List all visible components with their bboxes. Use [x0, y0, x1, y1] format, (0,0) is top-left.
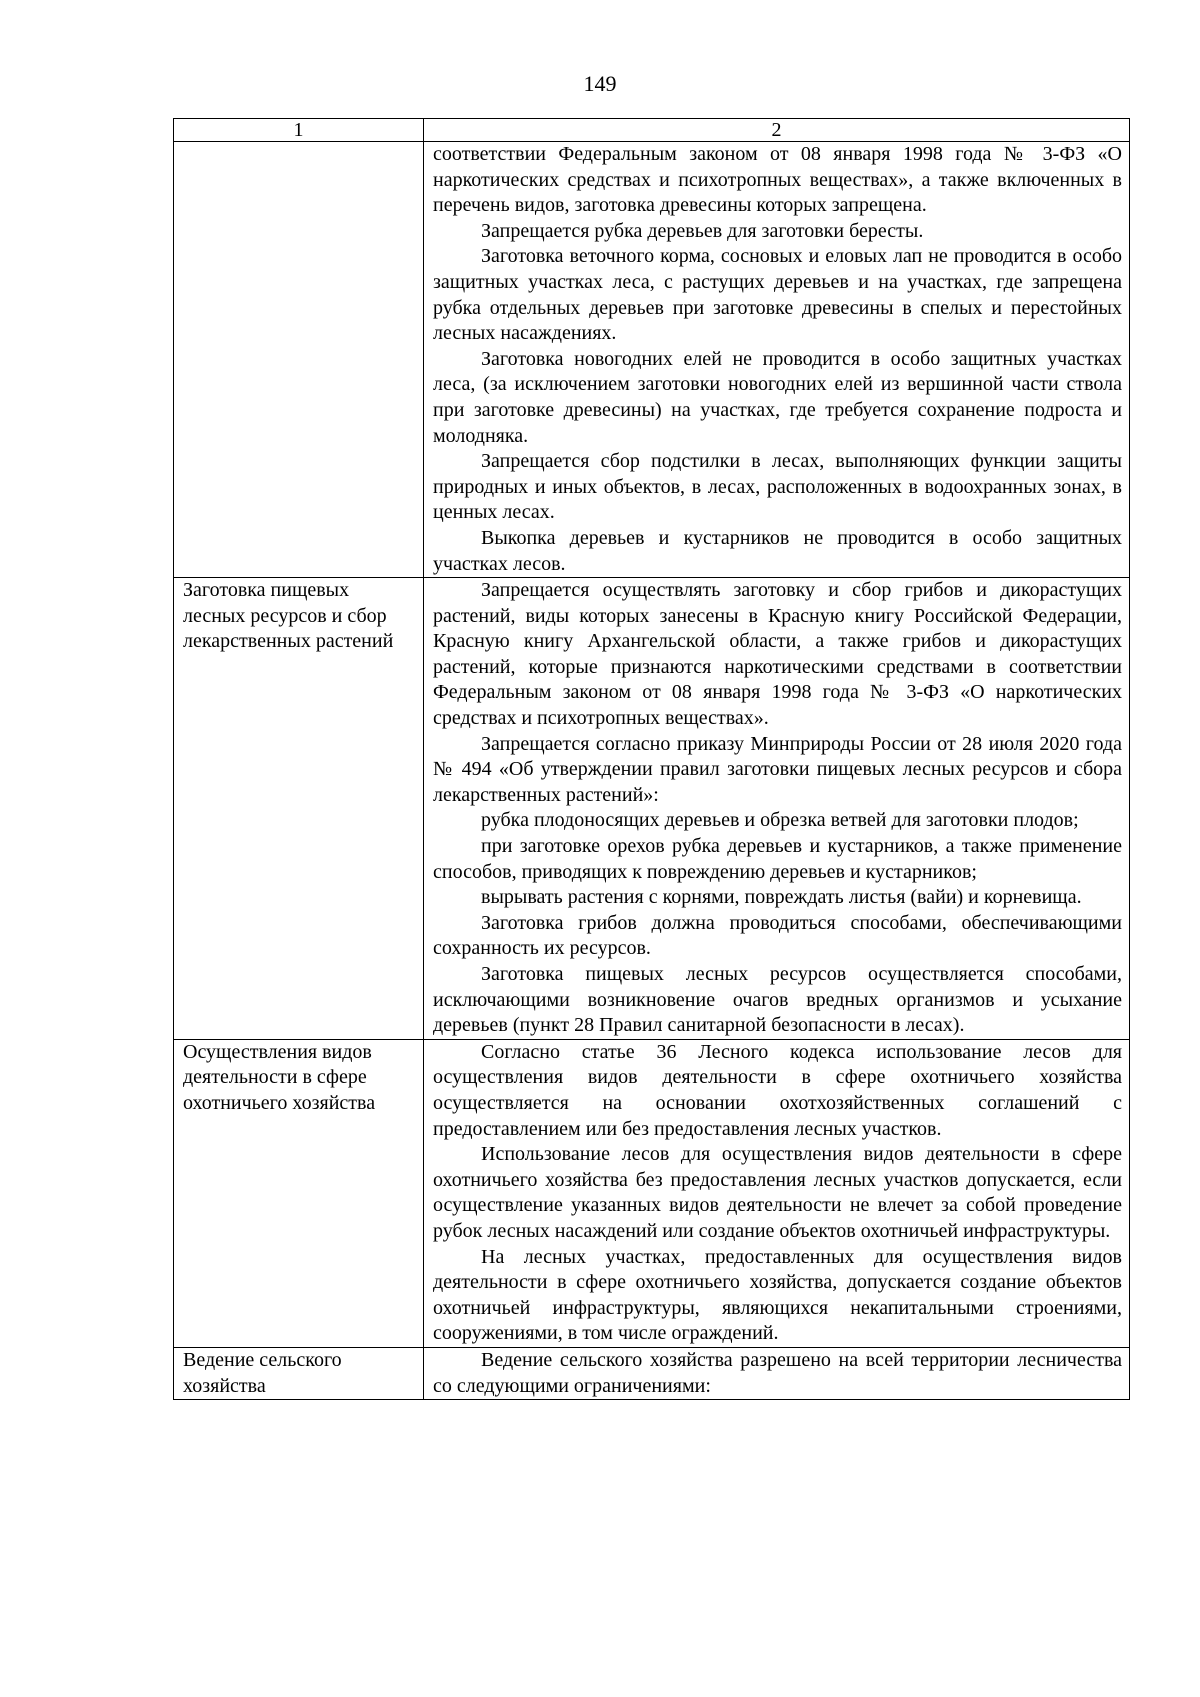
- restrictions-cell: [424, 142, 1130, 578]
- table-row: [174, 1347, 1130, 1399]
- restriction-paragraph: при заготовке орехов рубка деревьев и кустарников, а также применение способов, приводящих к повреждению деревьев и кустарников;: [433, 835, 1122, 883]
- restriction-paragraph: вырывать растения с корнями, повреждать листья (вайи) и корневища.: [481, 886, 1082, 909]
- restriction-paragraph: Использование лесов для осуществления видов деятельности в сфере охотничьего хозяйства без предоставления лесных участков допускается, если осуществление указанных видов деятельности не влечет за собой проведение рубок лесных насаждений или создание объектов охотничьей инфраструктуры.: [433, 1143, 1122, 1242]
- restriction-paragraph: Заготовка веточного корма, сосновых и еловых лап не проводится в особо защитных участках леса, с растущих деревьев и на участках, где запрещена рубка отдельных деревьев при заготовке древесины в спелых и перестойных лесных насаждениях.: [433, 245, 1122, 345]
- activity-label: Ведение сельского хозяйства: [183, 1348, 342, 1397]
- column-header-1: 1: [174, 119, 424, 142]
- restriction-paragraph: Заготовка грибов должна проводиться способами, обеспечивающими сохранность их ресурсов.: [433, 911, 1122, 960]
- activity-label: Заготовка пищевых лесных ресурсов и сбор лекарственных растений: [183, 579, 394, 653]
- regulations-table: [173, 118, 1130, 1400]
- activity-cell: [174, 142, 424, 578]
- restriction-paragraph: Запрещается осуществлять заготовку и сбор грибов и дикорастущих растений, виды которых занесены в Красную книгу Российской Федерации, Красную книгу Архангельской области, а также грибов и дикорастущих растений, которые признаются наркотическими средствами в соответствии Федеральным законом от 08 января 1998 года № 3-ФЗ «О наркотических средствах и психотропных веществах».: [433, 579, 1122, 730]
- activity-cell: [174, 1347, 424, 1399]
- header-row: [174, 119, 1130, 142]
- restriction-paragraph: На лесных участках, предоставленных для осуществления видов деятельности в сфере охотничьего хозяйства, допускается создание объектов охотничьей инфраструктуры, являющихся некапитальными строениями, сооружениями, в том числе ограждений.: [433, 1245, 1122, 1345]
- restriction-paragraph: Выкопка деревьев и кустарников не проводится в особо защитных участках лесов.: [433, 526, 1122, 575]
- table-row: [174, 1039, 1130, 1347]
- restrictions-cell: [424, 578, 1130, 1040]
- page-number: 149: [583, 71, 617, 96]
- restriction-paragraph: Заготовка новогодних елей не проводится в особо защитных участках леса, (за исключением заготовки новогодних елей из вершинной части ствола при заготовке древесины) на участках, где требуется сохранение подроста и молодняка.: [433, 347, 1122, 447]
- restrictions-cell: [424, 1347, 1130, 1399]
- restriction-paragraph: Запрещается сбор подстилки в лесах, выполняющих функции защиты природных и иных объектов, в лесах, расположенных в водоохранных зонах, в ценных лесах.: [433, 450, 1122, 524]
- table-row: [174, 142, 1130, 578]
- activity-label: Осуществления видов деятельности в сфере охотничьего хозяйства: [183, 1040, 376, 1114]
- table-row: [174, 578, 1130, 1040]
- restriction-paragraph: Ведение сельского хозяйства разрешено на всей территории лесничества со следующими ограничениями:: [433, 1348, 1122, 1397]
- restriction-paragraph: Запрещается согласно приказу Минприроды России от 28 июля 2020 года № 494 «Об утверждении правил заготовки пищевых лесных ресурсов и сбора лекарственных растений»:: [433, 732, 1122, 806]
- restriction-paragraph: рубка плодоносящих деревьев и обрезка ветвей для заготовки плодов;: [481, 809, 1079, 832]
- restriction-paragraph: соответствии Федеральным законом от 08 января 1998 года № 3-ФЗ «О наркотических средствах и психотропных веществах», а также включенных в перечень видов, заготовка древесины которых запрещена.: [433, 143, 1122, 217]
- activity-cell: [174, 1039, 424, 1347]
- restrictions-cell: [424, 1039, 1130, 1347]
- restriction-paragraph: Запрещается рубка деревьев для заготовки бересты.: [481, 219, 924, 242]
- restriction-paragraph: Заготовка пищевых лесных ресурсов осуществляется способами, исключающими возникновение очагов вредных организмов и усыхание деревьев (пункт 28 Правил санитарной безопасности в лесах).: [433, 963, 1122, 1037]
- restriction-paragraph: Согласно статье 36 Лесного кодекса использование лесов для осуществления видов деятельности в сфере охотничьего хозяйства осуществляется на основании охотхозяйственных соглашений с предоставлением или без предоставления лесных участков.: [433, 1040, 1122, 1140]
- column-header-2: 2: [424, 119, 1130, 142]
- activity-cell: [174, 578, 424, 1040]
